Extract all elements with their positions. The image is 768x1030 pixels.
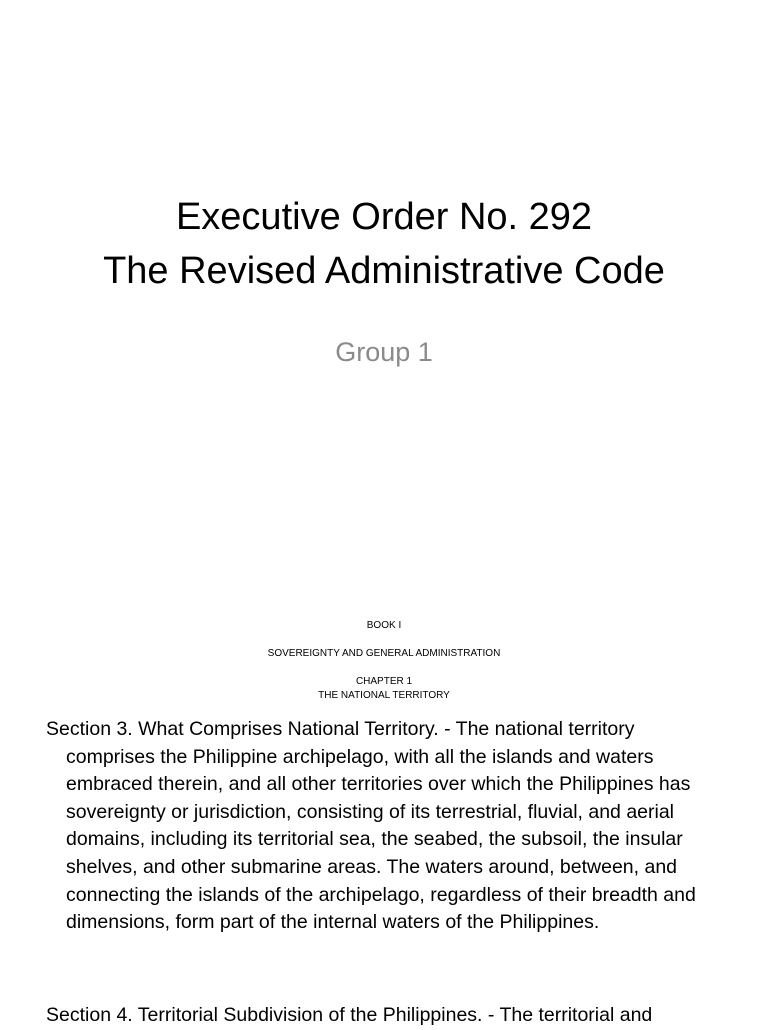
slide-subtitle: Group 1	[335, 337, 433, 367]
section-4-text: Section 4. Territorial Subdivision of the Philippines. - The territorial and	[46, 1004, 653, 1026]
slide-title	[0, 190, 768, 298]
chapter-title-heading: THE NATIONAL TERRITORY	[318, 690, 450, 701]
book-heading: BOOK I	[366, 620, 402, 631]
book-title-heading: SOVEREIGNTY AND GENERAL ADMINISTRATION	[267, 648, 501, 659]
title-line-2: The Revised Administrative Code	[103, 250, 665, 292]
chapter-heading: CHAPTER 1	[355, 676, 413, 687]
title-line-1: Executive Order No. 292	[175, 196, 593, 238]
section-3-text: Section 3. What Comprises National Territory. - The national territory comprises the Philippine archipelago, with all the islands and waters embraced therein, and all other territories over which the Philippines has sovereignty or jurisdiction, consisting of its terrestrial, fluvial, and aerial domains, including its territorial sea, the seabed, the subsoil, the insular shelves, and other submarine areas. The waters around, between, and connecting the islands of the archipelago, regardless of their breadth and dimensions, form part of the internal waters of the Philippines.	[46, 718, 696, 934]
